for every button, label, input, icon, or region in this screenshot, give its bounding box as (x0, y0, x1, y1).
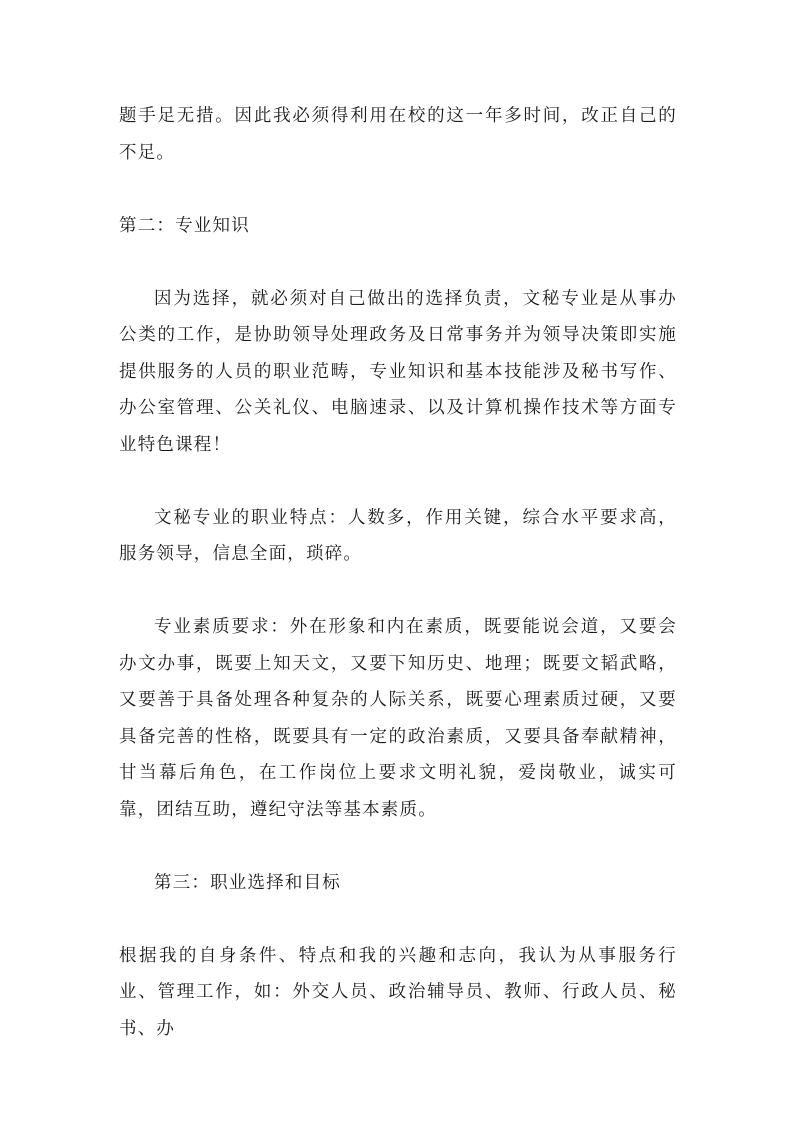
paragraph-quality-requirements: 专业素质要求：外在形象和内在素质，既要能说会道，又要会办文办事，既要上知天文，又要下知历史、地理；既要文韬武略，又要善于具备处理各种复杂的人际关系，既要心理素质过硬，又要具备完善的性格，既要具有一定的政治素质，又要具备奉献精神，甘当幕后角色，在工作岗位上要求文明礼貌，爱岗敬业，诚实可靠，团结互助，遵纪守法等基本素质。 (119, 617, 677, 820)
section-heading-professional-knowledge: 第二：专业知识 (119, 215, 250, 236)
document-body (119, 98, 677, 1047)
paragraph-major-description: 因为选择，就必须对自己做出的选择负责，文秘专业是从事办公类的工作，是协助领导处理政务及日常事务并为领导决策即实施提供服务的人员的职业范畴，专业知识和基本技能涉及秘书写作、办公室管理、公关礼仪、电脑速录、以及计算机操作技术等方面专业特色课程！ (119, 288, 677, 455)
paragraph-spacer (119, 901, 677, 938)
paragraph-spacer (119, 463, 677, 500)
paragraph-continued: 题手足无措。因此我必须得利用在校的这一年多时间，改正自己的不足。 (119, 106, 677, 163)
paragraph-spacer (119, 828, 677, 865)
paragraph-career-goal: 根据我的自身条件、特点和我的兴趣和志向，我认为从事服务行业、管理工作，如：外交人员、政治辅导员、教师、行政人员、秘书、办 (119, 945, 677, 1039)
paragraph-spacer (119, 171, 677, 208)
section-heading-career-choice: 第三：职业选择和目标 (154, 872, 341, 893)
paragraph-spacer (119, 573, 677, 610)
paragraph-career-characteristics: 文秘专业的职业特点：人数多，作用关键，综合水平要求高，服务领导，信息全面，琐碎。 (119, 507, 677, 564)
paragraph-spacer (119, 244, 677, 281)
